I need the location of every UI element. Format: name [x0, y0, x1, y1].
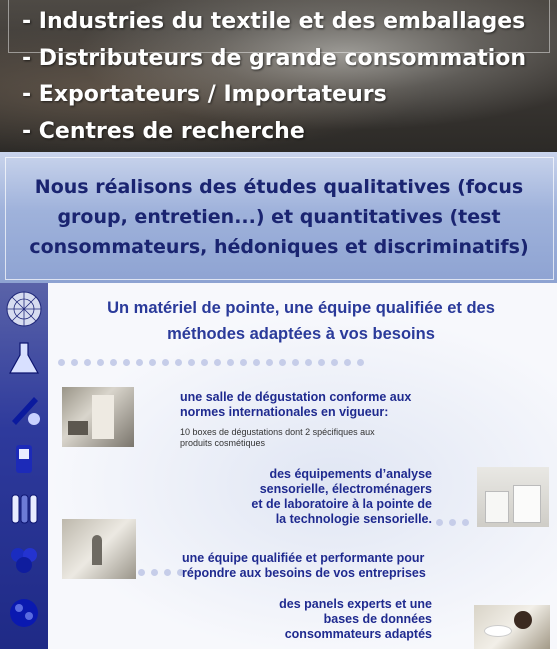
text-line: produits cosmétiques: [180, 438, 266, 448]
decorative-side-strip: [0, 283, 48, 649]
text-line: une équipe qualifiée et performante pour: [182, 551, 425, 565]
text-line: 10 boxes de dégustations dont 2 spécifiques aux: [180, 427, 375, 437]
test-tubes-icon: [4, 489, 44, 529]
top-banner: [0, 0, 557, 152]
tasting-room-text: [180, 390, 411, 420]
dotted-separator: [58, 359, 364, 366]
text-line: bases de données: [323, 612, 432, 626]
dotted-separator: [138, 569, 184, 576]
poster-title-line: méthodes adaptées à vos besoins: [167, 325, 435, 343]
text-line: des équipements d’analyse: [269, 467, 432, 481]
tasting-room-photo: [62, 387, 134, 447]
tasting-room-note: [180, 427, 375, 449]
lab-glass-icon: [4, 439, 44, 479]
grapes-icon: [4, 593, 44, 633]
studies-band: [0, 152, 557, 283]
team-photo: [62, 519, 136, 579]
berries-icon: [4, 539, 44, 579]
text-line: la technologie sensorielle.: [275, 512, 432, 526]
sector-item: - Distributeurs de grande consommation: [22, 45, 527, 71]
dotted-separator: [436, 519, 469, 526]
text-line: consommateurs adaptés: [284, 627, 432, 641]
equipment-text: [230, 467, 432, 527]
text-line: répondre aux besoins de vos entreprises: [182, 566, 426, 580]
text-line: une salle de dégustation conforme aux: [180, 390, 412, 404]
team-text: [182, 551, 426, 581]
text-line: et de laboratoire à la pointe de: [251, 497, 432, 511]
wheel-chart-icon: [4, 289, 44, 329]
panels-text: [236, 597, 432, 642]
text-line: des panels experts et une: [279, 597, 432, 611]
text-line: normes internationales en vigueur:: [180, 405, 389, 419]
tasting-panel-photo: [474, 605, 550, 649]
poster-title-line: Un matériel de pointe, une équipe qualifiée et des: [107, 299, 495, 317]
studies-text: Nous réalisons des études qualitatives (focus group, entretien...) et quantitatives (test consommateurs, hédoniques et discriminatifs): [29, 176, 529, 258]
text-line: sensorielle, électroménagers: [259, 482, 432, 496]
pipette-icon: [4, 389, 44, 429]
sector-item: - Exportateurs / Importateurs: [22, 82, 387, 107]
sector-list: [22, 4, 526, 150]
kitchen-equipment-photo: [477, 467, 549, 527]
equipment-poster: [0, 283, 557, 649]
poster-title: [56, 295, 546, 347]
flask-icon: [4, 339, 44, 379]
sector-item: - Industries du textile et des emballages: [22, 9, 526, 34]
sector-item: - Centres de recherche: [22, 118, 305, 144]
